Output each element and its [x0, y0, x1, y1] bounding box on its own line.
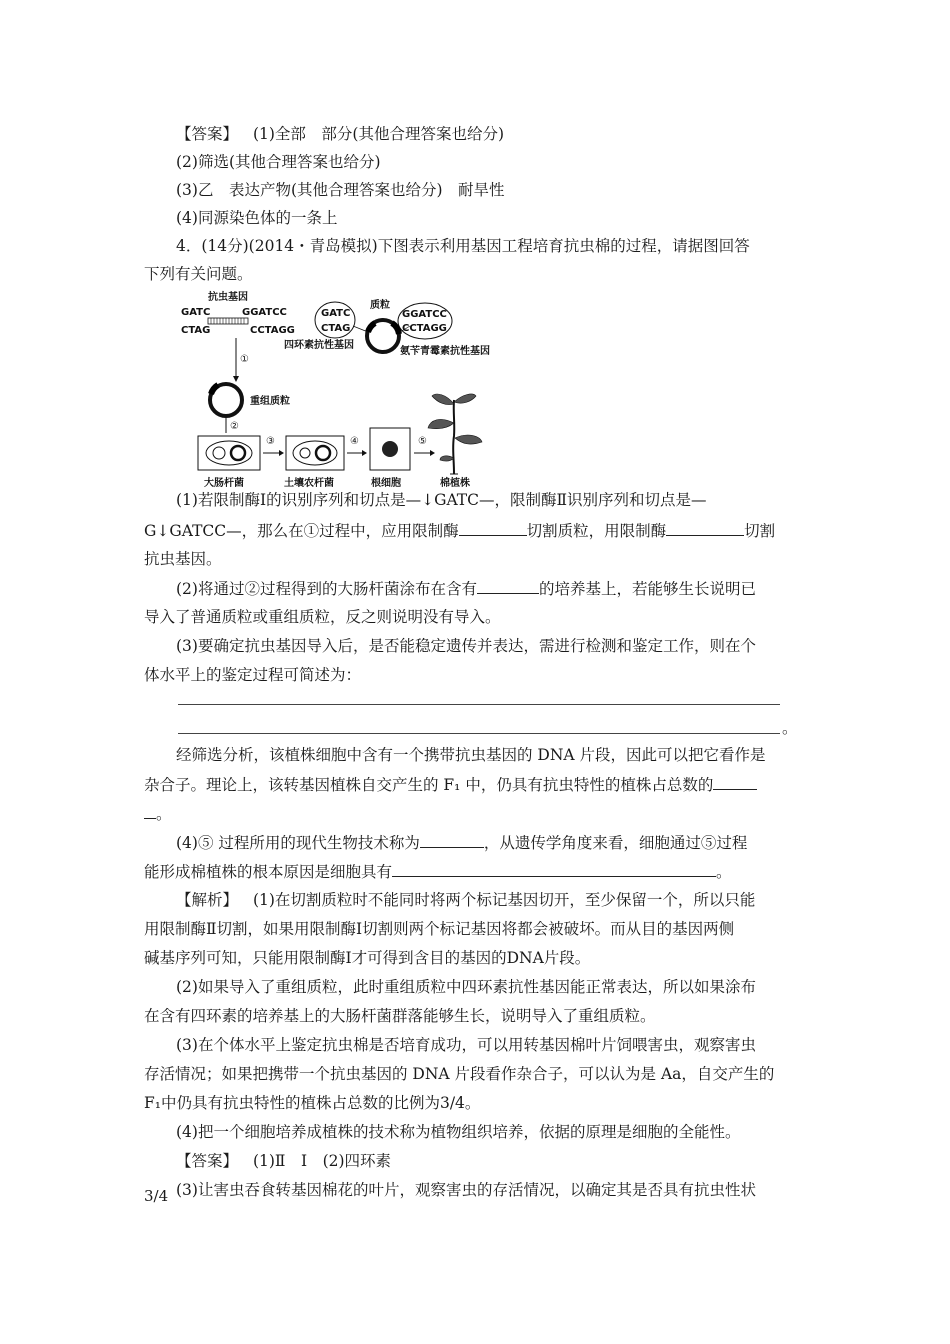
q3-line: [144, 803, 172, 824]
q1-line: (1)若限制酶Ⅰ的识别序列和切点是—↓GATC—，限制酶Ⅱ识别序列和切点是—: [176, 491, 707, 509]
step-label: ③: [266, 436, 275, 447]
q3-line: 体水平上的鉴定过程可简述为：: [144, 666, 362, 684]
q4-line: [144, 861, 732, 882]
q4-line: [176, 832, 747, 853]
analysis-text: (1)在切割质粒时不能同时将两个标记基因切开，至少保留一个，所以只能: [252, 891, 756, 909]
seq-label: GATC: [181, 307, 211, 318]
q3-line: (3)要确定抗虫基因导入后，是否能稳定遗传并表达，需进行检测和鉴定工作，则在个: [176, 637, 756, 655]
seq-label: GGATCC: [242, 307, 287, 318]
seq-label: GATC: [321, 308, 351, 319]
answer-item: (1)全部 部分(其他合理答案也给分): [252, 125, 505, 143]
cell-nucleus: [382, 441, 398, 457]
answer-line[interactable]: [178, 704, 780, 705]
analysis-line: 用限制酶Ⅱ切割，如果用限制酶Ⅰ切割则两个标记基因将都会被破坏。而从目的基因两侧: [144, 920, 735, 938]
q3-text: 。: [156, 805, 172, 823]
q1-text: 切割质粒，用限制酶: [526, 522, 667, 540]
step-label: ①: [240, 354, 249, 365]
answer-blank[interactable]: [144, 803, 156, 819]
q2-text: (2)将通过②过程得到的大肠杆菌涂布在含有: [176, 580, 477, 598]
analysis-line: 碱基序列可知，只能用限制酶Ⅰ才可得到含目的基因的DNA片段。: [144, 949, 591, 967]
genetic-engineering-diagram: [178, 288, 508, 493]
q1-line: 抗虫基因。: [144, 550, 222, 568]
analysis-line: F₁中仍具有抗虫特性的植株占总数的比例为3/4。: [144, 1094, 481, 1112]
insect-gene-label: 抗虫基因: [208, 292, 248, 303]
q4-text: 能形成棉植株的根本原因是细胞具有: [144, 863, 393, 881]
analysis-line: (2)如果导入了重组质粒，此时重组质粒中四环素抗性基因能正常表达，所以如果涂布: [176, 978, 756, 996]
recombinant-label: 重组质粒: [250, 396, 290, 407]
plasmid-label: 质粒: [370, 300, 390, 311]
plant-stem: [453, 400, 454, 474]
answer-item: (2)筛选(其他合理答案也给分): [176, 153, 381, 171]
q4-text: ，从遗传学角度来看，细胞通过⑤过程: [483, 834, 748, 852]
q1-text: 切割: [744, 522, 776, 540]
q4-text: (4)⑤ 过程所用的现代生物技术称为: [176, 834, 420, 852]
analysis-line: (3)在个体水平上鉴定抗虫棉是否培育成功，可以用转基因棉叶片饲喂害虫，观察害虫: [176, 1036, 756, 1054]
answer-blank[interactable]: [420, 832, 484, 848]
analysis-line: 在含有四环素的培养基上的大肠杆菌群落能够生长，说明导入了重组质粒。: [144, 1007, 656, 1025]
question-stem: 4．(14分)(2014・青岛模拟)下图表示利用基因工程培育抗虫棉的过程，请据图回答: [176, 237, 750, 255]
answer-label: 【答案】: [176, 1152, 239, 1170]
answer-blank[interactable]: [459, 520, 527, 536]
question-stem: 下列有关问题。: [144, 265, 253, 283]
answer-block-2: [176, 1151, 391, 1171]
answer-item: (3)让害虫吞食转基因棉花的叶片，观察害虫的存活情况，以确定其是否具有抗虫性状: [176, 1181, 756, 1199]
analysis-line: (4)把一个细胞培养成植株的技术称为植物组织培养，依据的原理是细胞的全能性。: [176, 1123, 741, 1141]
answer-item: (1)Ⅱ Ⅰ (2)四环素: [252, 1152, 392, 1170]
root-cell-label: 根细胞: [371, 478, 401, 489]
step-label: ②: [230, 421, 239, 432]
q1-text: G↓GATCC—，那么在①过程中，应用限制酶: [144, 522, 459, 540]
answer-blank[interactable]: [666, 520, 744, 536]
agro-label: 土壤农杆菌: [284, 478, 334, 489]
answer-line[interactable]: [178, 733, 780, 734]
seq-label: GGATCC: [402, 309, 447, 320]
analysis-line: [176, 890, 755, 910]
end-mark: 。: [782, 719, 798, 737]
seq-label: CTAG: [181, 325, 211, 336]
answer-blank[interactable]: [392, 861, 716, 877]
step-label: ④: [350, 436, 359, 447]
q1-line: [144, 520, 775, 541]
seq-label: CCTAGG: [250, 325, 295, 336]
q2-text: 的培养基上，若能够生长说明已: [538, 580, 756, 598]
q3-line: [144, 774, 757, 795]
cotton-label: 棉植株: [440, 478, 470, 489]
ecoli-label: 大肠杆菌: [204, 478, 244, 489]
q4-text: 。: [716, 863, 732, 881]
page-number: 3/4: [144, 1187, 169, 1205]
q3-text: 杂合子。理论上，该转基因植株自交产生的 F₁ 中，仍具有抗虫特性的植株占总数的: [144, 776, 714, 794]
q2-line: [176, 578, 756, 599]
seq-label: CCTAGG: [402, 323, 447, 334]
answer-label: 【答案】: [176, 125, 239, 143]
amp-gene-label: 氨苄青霉素抗性基因: [400, 346, 490, 357]
answer-item: (3)乙 表达产物(其他合理答案也给分) 耐旱性: [176, 181, 505, 199]
tet-gene-label: 四环素抗性基因: [284, 340, 354, 351]
answer-blank[interactable]: [477, 578, 539, 594]
answer-item: (4)同源染色体的一条上: [176, 209, 338, 227]
seq-label: CTAG: [321, 323, 351, 334]
step-label: ⑤: [418, 436, 427, 447]
analysis-label: 【解析】: [176, 891, 239, 909]
q3-line: 经筛选分析，该植株细胞中含有一个携带抗虫基因的 DNA 片段，因此可以把它看作是: [176, 746, 766, 764]
q2-line: 导入了普通质粒或重组质粒，反之则说明没有导入。: [144, 608, 501, 626]
answer-block-1: [176, 124, 504, 144]
analysis-line: 存活情况；如果把携带一个抗虫基因的 DNA 片段看作杂合子，可以认为是 Aa，自交产生的: [144, 1065, 775, 1083]
answer-blank[interactable]: [713, 774, 757, 790]
